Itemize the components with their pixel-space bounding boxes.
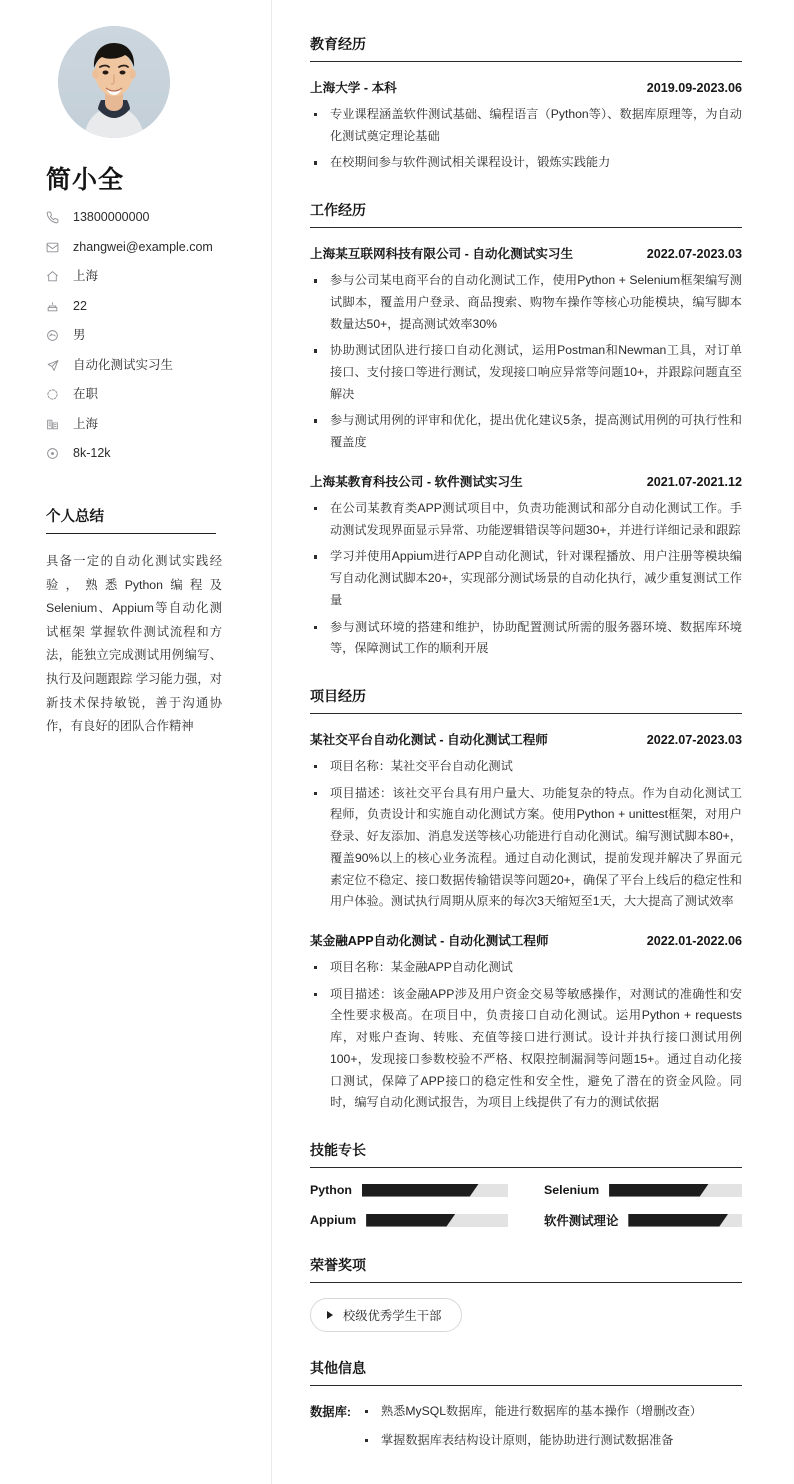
main-content	[272, 0, 794, 1484]
entry-bullets	[310, 756, 742, 913]
other-group-label: 数据库:	[310, 1405, 351, 1419]
education-section	[310, 34, 742, 174]
work-section	[310, 200, 742, 660]
contact-value: 在职	[73, 387, 99, 401]
entry-header	[310, 77, 742, 96]
skill-row	[544, 1211, 742, 1229]
skill-track	[628, 1214, 742, 1227]
honor-label: 校级优秀学生干部	[343, 1309, 442, 1323]
project-entry	[310, 930, 742, 1114]
contact-item-email	[46, 240, 241, 255]
phone-icon	[46, 211, 64, 225]
contact-item-location	[46, 269, 241, 284]
bullet-item: 参与测试环境的搭建和维护，协助配置测试所需的服务器环境、数据库环境等，保障测试工作的顺利开展	[310, 617, 742, 660]
honors-section	[310, 1255, 742, 1332]
sidebar	[0, 0, 272, 1484]
entry-title: 上海某教育科技公司 - 软件测试实习生	[310, 474, 523, 489]
skill-row	[310, 1183, 508, 1197]
contact-value: 自动化测试实习生	[73, 357, 174, 372]
skill-track	[366, 1214, 508, 1227]
home-icon	[46, 270, 64, 284]
other-info-section	[310, 1358, 742, 1458]
entry-title: 某社交平台自动化测试 - 自动化测试工程师	[310, 732, 548, 747]
entry-date: 2019.09-2023.06	[646, 81, 742, 95]
summary-section	[46, 505, 241, 739]
skill-name: Python	[310, 1183, 352, 1197]
contact-value: zhangwei@example.com	[73, 239, 213, 254]
work-entry	[310, 471, 742, 660]
contact-value: 上海	[73, 269, 99, 283]
entry-bullets	[310, 498, 742, 660]
contact-value: 22	[73, 298, 87, 313]
work-entry	[310, 243, 742, 454]
bullet-item: 项目名称：某社交平台自动化测试	[310, 756, 742, 778]
summary-heading: 个人总结	[46, 505, 216, 534]
entry-header	[310, 729, 742, 748]
contact-item-city	[46, 417, 241, 432]
skill-grid	[310, 1183, 742, 1229]
bullet-item: 项目描述：该金融APP涉及用户资金交易等敏感操作，对测试的准确性和安全性要求极高。在项目中，负责接口自动化测试。运用Python + requests库，对账户查询、转账、充值等接口进行测试。设计并执行接口测试用例100+，发现接口参数校验不严格、权限控制漏洞等问题15+。通过自动化接口测试，保障了APP接口的稳定性和安全性，避免了潜在的资金风险。同时，编写自动化测试报告，为项目上线提供了有力的测试依据	[310, 984, 742, 1114]
projects-section	[310, 686, 742, 1114]
entry-header	[310, 471, 742, 490]
cake-icon	[46, 299, 64, 313]
honor-list	[310, 1298, 742, 1332]
bullet-item: 在校期间参与软件测试相关课程设计，锻炼实践能力	[310, 152, 742, 174]
bullet-item: 熟悉MySQL数据库，能进行数据库的基本操作（增删改查）	[359, 1401, 742, 1423]
entry-title: 上海大学 - 本科	[310, 81, 397, 95]
project-entry	[310, 729, 742, 913]
honor-chip[interactable]	[310, 1298, 462, 1332]
other-group	[310, 1401, 742, 1458]
skills-heading: 技能专长	[310, 1140, 742, 1168]
entry-bullets	[310, 104, 742, 174]
skill-name: Appium	[310, 1213, 357, 1227]
building-icon	[46, 417, 64, 431]
skills-section	[310, 1140, 742, 1229]
person-name: 简小全	[46, 166, 125, 194]
portrait-photo-icon	[58, 26, 170, 138]
entry-header	[310, 930, 742, 949]
skill-fill	[366, 1214, 455, 1227]
entry-title: 某金融APP自动化测试 - 自动化测试工程师	[310, 933, 549, 948]
skill-track	[362, 1184, 508, 1197]
skill-name: 软件测试理论	[544, 1214, 619, 1228]
contact-value: 男	[73, 328, 86, 342]
play-triangle-icon	[327, 1311, 333, 1319]
education-heading: 教育经历	[310, 34, 742, 62]
contact-value: 13800000000	[73, 210, 150, 224]
projects-heading: 项目经历	[310, 686, 742, 714]
bullet-item: 在公司某教育类APP测试项目中，负责功能测试和部分自动化测试工作。手动测试发现界面显示异常、功能逻辑错误等问题30+，并进行详细记录和跟踪	[310, 498, 742, 541]
other-bullets	[359, 1401, 742, 1458]
avatar	[58, 26, 170, 138]
contact-list	[46, 210, 241, 461]
contact-item-salary	[46, 446, 241, 461]
skill-fill	[362, 1184, 479, 1197]
summary-text: 具备一定的自动化测试实践经验，熟悉Python编程及Selenium、Appium等自动化测试框架 掌握软件测试流程和方法，能独立完成测试用例编写、执行及问题跟踪 学习能力强，对新技术保持敏锐，善于沟通协作，有良好的团队合作精神	[46, 554, 222, 734]
entry-bullets	[310, 957, 742, 1114]
bullet-item: 协助测试团队进行接口自动化测试，运用Postman和Newman工具，对订单接口、支付接口等进行测试，发现接口响应异常等问题10+，并跟踪问题直至解决	[310, 340, 742, 405]
entry-header	[310, 243, 742, 262]
skill-track	[609, 1184, 742, 1197]
bullet-item: 项目描述：该社交平台具有用户量大、功能复杂的特点。作为自动化测试工程师，负责设计和实施自动化测试方案。使用Python + unittest框架，对用户登录、好友添加、消息发送等核心功能进行自动化测试。编写测试脚本80+，覆盖90%以上的核心业务流程。通过自动化测试，提前发现并解决了界面元素定位不稳定、接口数据传输错误等问题20+，确保了平台上线后的稳定性和用户体验。测试执行周期从原来的每次3天缩短至1天，大大提高了测试效率	[310, 783, 742, 913]
bullet-item: 参与测试用例的评审和优化，提出优化建议5条，提高测试用例的可执行性和覆盖度	[310, 410, 742, 453]
contact-item-age	[46, 299, 241, 314]
bullet-item: 掌握数据库表结构设计原则，能协助进行测试数据准备	[359, 1430, 742, 1452]
contact-item-gender	[46, 328, 241, 343]
entry-date: 2022.01-2022.06	[646, 933, 742, 948]
other-info-heading: 其他信息	[310, 1358, 742, 1386]
bullet-item: 专业课程涵盖软件测试基础、编程语言（Python等）、数据库原理等，为自动化测试奠定理论基础	[310, 104, 742, 147]
bullet-item: 参与公司某电商平台的自动化测试工作，使用Python + Selenium框架编写测试脚本，覆盖用户登录、商品搜索、购物车操作等核心功能模块，编写脚本数量达50+，提高测试效率30%	[310, 270, 742, 335]
bullet-item: 项目名称：某金融APP自动化测试	[310, 957, 742, 979]
entry-date: 2022.07-2023.03	[646, 247, 742, 262]
contact-value: 8k-12k	[73, 446, 111, 460]
work-heading: 工作经历	[310, 200, 742, 228]
skill-name: Selenium	[544, 1183, 600, 1197]
bullet-item: 学习并使用Appium进行APP自动化测试，针对课程播放、用户注册等模块编写自动化测试脚本20+，实现部分测试场景的自动化执行，减少重复测试工作量	[310, 546, 742, 611]
gender-icon	[46, 329, 64, 343]
honors-heading: 荣誉奖项	[310, 1255, 742, 1283]
entry-title: 上海某互联网科技有限公司 - 自动化测试实习生	[310, 247, 574, 262]
contact-value: 上海	[73, 416, 99, 431]
entry-bullets	[310, 270, 742, 454]
skill-fill	[609, 1184, 709, 1197]
envelope-icon	[46, 240, 64, 254]
contact-item-position	[46, 358, 241, 373]
entry-date: 2021.07-2021.12	[646, 474, 742, 489]
skill-row	[544, 1183, 742, 1197]
refresh-icon	[46, 388, 64, 402]
contact-item-status	[46, 387, 241, 402]
education-entry	[310, 77, 742, 174]
skill-row	[310, 1211, 508, 1229]
contact-item-phone	[46, 210, 241, 225]
salary-icon	[46, 447, 64, 461]
paper-plane-icon	[46, 358, 64, 372]
entry-date: 2022.07-2023.03	[646, 732, 742, 747]
skill-fill	[628, 1214, 728, 1227]
